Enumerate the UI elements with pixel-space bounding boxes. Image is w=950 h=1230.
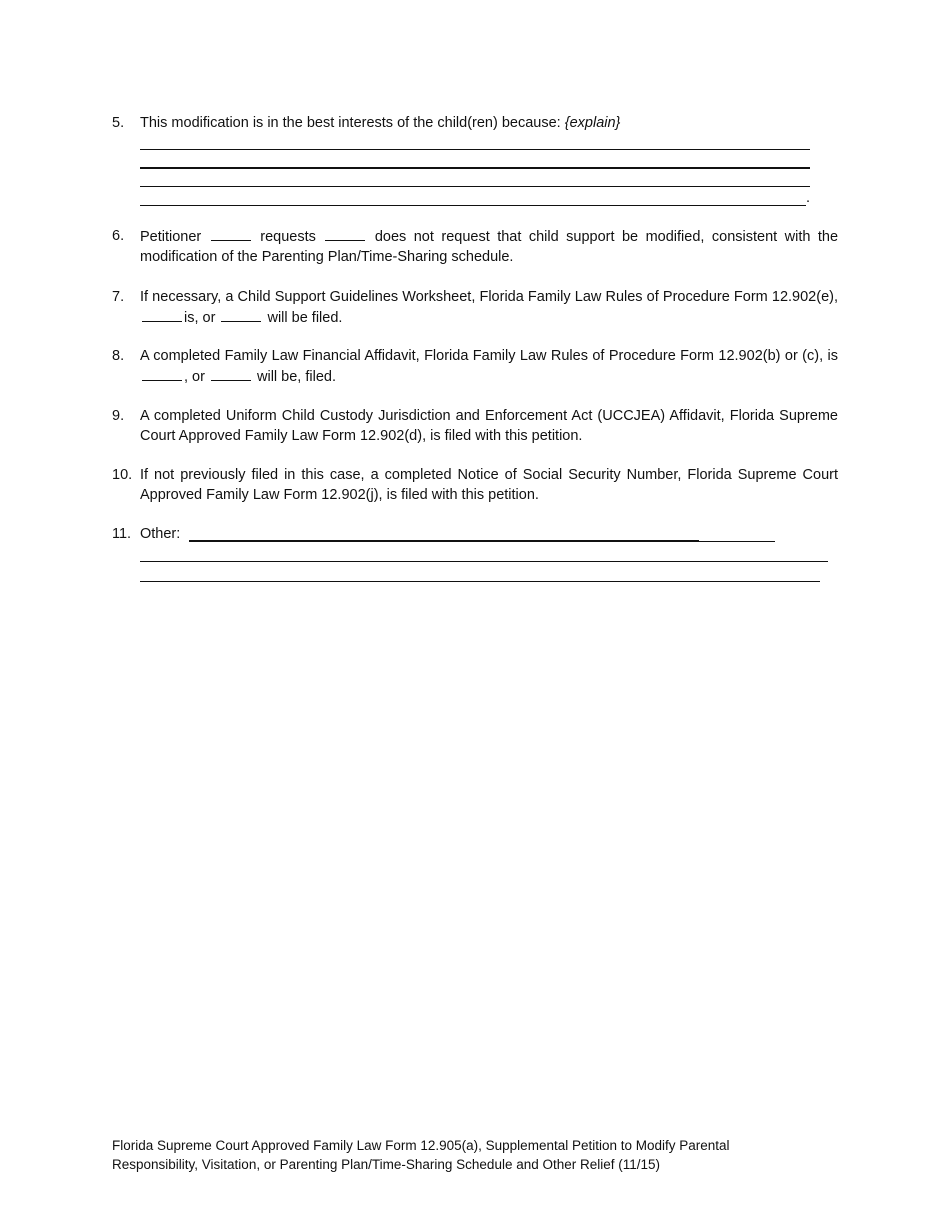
item-number: 5. (112, 115, 125, 131)
item-7-part3: will be filed. (267, 310, 343, 326)
item-6-part1: Petitioner (140, 229, 202, 245)
other-line-3[interactable] (140, 581, 820, 582)
other-label: Other: (140, 526, 181, 542)
item-8-part2: , or (184, 369, 205, 385)
item-text: A completed Uniform Child Custody Jurisdiction and Enforcement Act (UCCJEA) Affidavit, Florida Supreme Court Approved Family Law Form 12.902(d), is filed with this petition. (140, 408, 838, 444)
other-line-1b[interactable] (699, 541, 775, 542)
footer-line-2: Responsibility, Visitation, or Parenting Plan/Time-Sharing Schedule and Other Relief (11/15) (112, 1157, 661, 1172)
item-number: 6. (112, 228, 125, 244)
answer-line-3[interactable] (140, 186, 810, 187)
answer-line-2[interactable] (140, 167, 810, 169)
item-text (140, 113, 838, 133)
item-5 (112, 113, 838, 133)
item-9 (112, 406, 838, 446)
item-text: If not previously filed in this case, a completed Notice of Social Security Number, Florida Supreme Court Approved Family Law Form 12.902(j), is filed with this petition. (140, 467, 838, 503)
item-8-part3: will be, filed. (257, 369, 336, 385)
is-blank[interactable] (142, 307, 182, 322)
end-period: . (806, 190, 811, 206)
explain-hint: {explain} (564, 115, 621, 131)
answer-line-4[interactable] (140, 205, 806, 206)
item-6 (112, 226, 838, 267)
item-8 (112, 346, 838, 387)
item-number: 11. (112, 526, 132, 542)
item-text (140, 287, 838, 328)
requests-blank[interactable] (211, 226, 251, 241)
item-number: 9. (112, 408, 125, 424)
is-filed-blank[interactable] (142, 366, 182, 381)
answer-line-1[interactable] (140, 149, 810, 150)
item-text (140, 226, 838, 267)
item-6-part3: does not request that child support be modified, consistent with the modification of the Parenting Plan/Time-Sharing schedule. (140, 229, 839, 265)
item-5-text: This modification is in the best interests of the child(ren) because: (140, 115, 561, 131)
other-line-2[interactable] (140, 561, 828, 562)
item-text (140, 346, 838, 387)
item-10 (112, 465, 838, 505)
does-not-request-blank[interactable] (325, 226, 365, 241)
item-7-part2: is, or (184, 310, 216, 326)
item-6-part2: requests (260, 229, 316, 245)
form-footer (112, 1136, 792, 1174)
item-number: 7. (112, 289, 125, 305)
will-be-filed-blank[interactable] (211, 366, 251, 381)
will-be-filed-blank[interactable] (221, 307, 261, 322)
item-number: 10. (112, 467, 133, 483)
other-line-1a[interactable] (189, 540, 699, 542)
footer-line-1: Florida Supreme Court Approved Family Law Form 12.905(a), Supplemental Petition to Modify Parental (112, 1138, 730, 1153)
item-7-part1: If necessary, a Child Support Guidelines Worksheet, Florida Family Law Rules of Procedure Form 12.902(e), (140, 289, 838, 305)
item-8-part1: A completed Family Law Financial Affidavit, Florida Family Law Rules of Procedure Form 12.902(b) or (c), is (140, 348, 838, 364)
item-number: 8. (112, 348, 125, 364)
item-7 (112, 287, 838, 328)
